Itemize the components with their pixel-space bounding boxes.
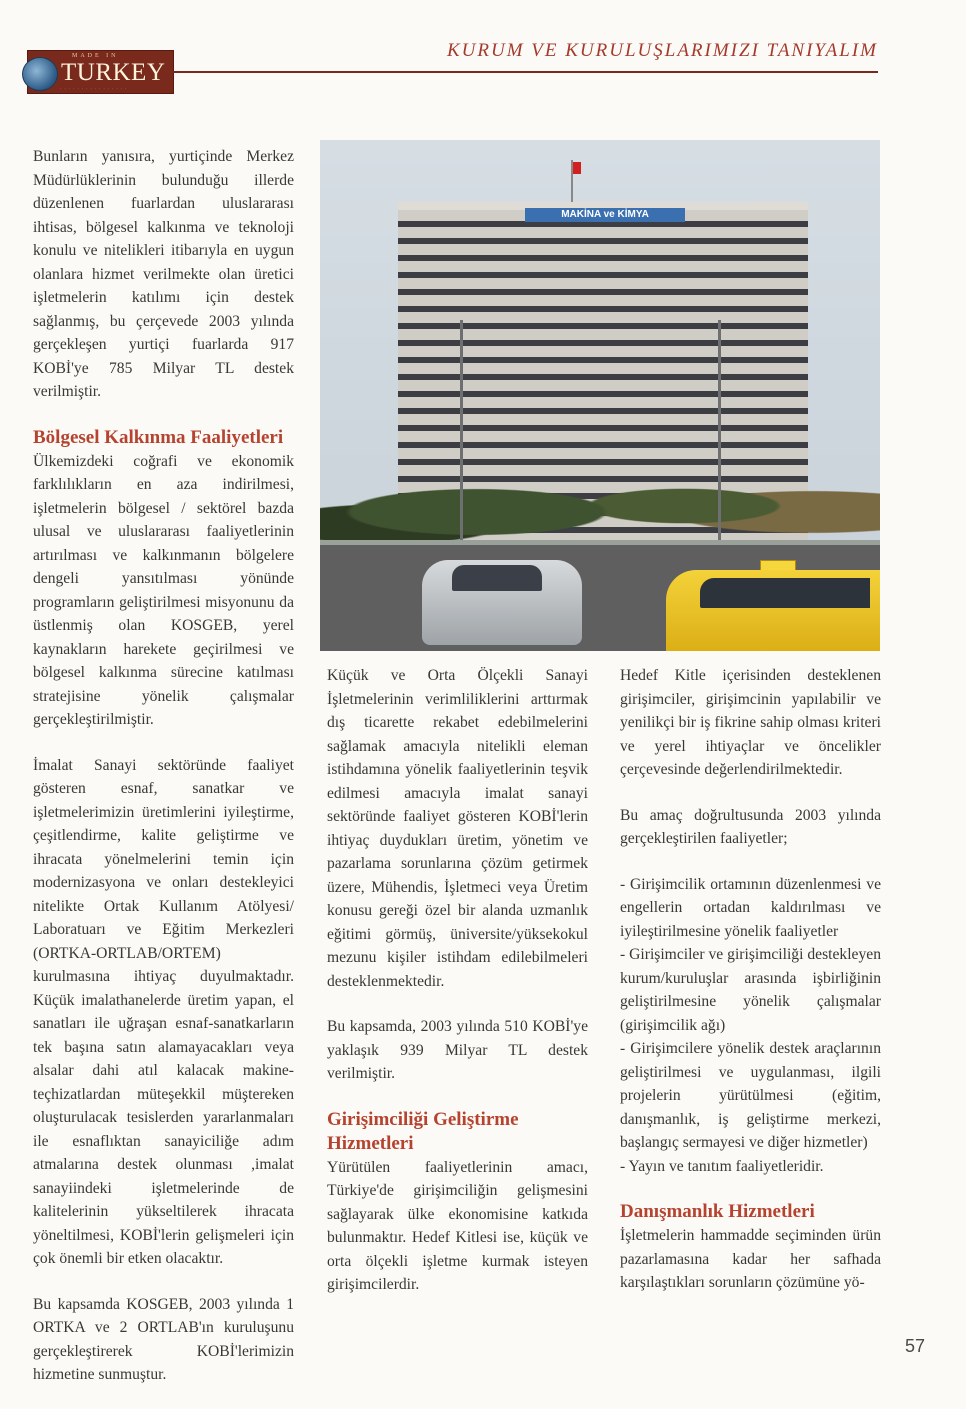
paragraph-danismanlik: İşletmelerin hammadde seçiminden ürün pazarlamasına kadar her safhada karşılaştıkları sorunların çözümüne yö- (620, 1227, 881, 1291)
car-window (452, 565, 542, 591)
list-item: - Girişimcilik ortamının düzenlenmesi ve engellerin ortadan kaldırılması ve iyileştirilmesine yönelik faaliyetler (620, 875, 881, 940)
heading-bolgesel-kalkinma: Bölgesel Kalkınma Faaliyetleri (33, 426, 284, 448)
globe-icon (22, 57, 58, 91)
list-item: - Yayın ve tanıtım faaliyetleridir. (620, 1157, 824, 1175)
text-column-3 (620, 664, 881, 1317)
turkish-flag-icon (573, 162, 581, 174)
page-number: 57 (905, 1336, 926, 1356)
paragraph-bolgesel: Ülkemizdeki coğrafi ve ekonomik farklılıkların en aza indirilmesi, işletmelerin bölgesel / sektörel bazda ulusal ve uluslararası faaliyetlerinin artırılması ve kalkınmanın bölgelere dengeli yansıtılması yönünde programların geliştirilmesi misyonunu da üstlenmiş olan KOSGEB, yerel kaynakların harekete geçirilmesi ve bölgesel kalkınma sürecine katılması stratejisine yönelik çalışmalar gerçekleştirilmiştir. (33, 452, 294, 728)
kosgeb-building-photo (320, 140, 880, 651)
street-lamp (718, 320, 721, 570)
header-rule (172, 71, 878, 73)
heading-danismanlik: Danışmanlık Hizmetleri (620, 1201, 815, 1222)
paragraph-imalat: İmalat Sanayi sektöründe faaliyet gösteren esnaf, sanatkar ve işletmelerimizin üretimlerini iyileştirme, çeşitlendirme, kalite geliştirme ve ihracata yönelmelerini temin için modernizasyona ve onları destekleyici nitelikte Ortak Kullanım Atölyesi/ Laboratuarı ve Eğitim Merkezleri (ORTKA-ORTLAB/ORTEM) kurulmasına ihtiyaç duyulmaktadır. Küçük imalathanelerde üretim yapan, el sanatları ile uğraşan esnaf-sanatkarların tek başına satın alamayacakları veya alsalar dahi atıl kalacak makine-teçhizatlardan müteşekkil müştereken oluşturulacak tesislerden yararlanmaları ile esnaflıktan sanayiciliğe adım atmalarına destek olunması ,imalat sanayiindeki işletmelerinde de kalitelerinin yükseltilerek ihracata yöneltilmesi, KOBİ'lerin gelişmeleri için çok önemli bir etken olacaktır. (33, 756, 294, 1267)
made-in-turkey-logo (27, 50, 174, 94)
text-column-2 (327, 664, 588, 1319)
paragraph-ortka: Bu kapsamda KOSGEB, 2003 yılında 1 ORTKA ve 2 ORTLAB'ın kuruluşunu gerçekleştirerek KOBİ'lerimizin hizmetine sunmuştur. (33, 1295, 294, 1383)
paragraph-fuar-destek: Bunların yanısıra, yurtiçinde Merkez Müdürlüklerinin bulunduğu illerde düzenlenen fuarlardan uluslararası ihtisas, bölgesel kalkınma ve teknoloji konulu ve nitelikleri itibarıyla en uygun olanlara hizmet verilmekte olan üretici işletmelerin katılımı için destek sağlanmış, bu çerçevede 2003 yılında gerçekleşen yurtiçi fuarlarda 917 KOBİ'ye 785 Milyar TL destek verilmiştir. (33, 148, 294, 400)
paragraph-hedef-kitle: Hedef Kitle içerisinden desteklenen girişimciler, girişimcinin yapılabilir ve yenilikçi bir iş fikrine sahip olması kriteri ve yerel ihtiyaçlar ve öncelikler çerçevesinde değerlendirilmektedir. (620, 667, 881, 778)
paragraph-girisimcilik: Yürütülen faaliyetlerinin amacı, Türkiye'de girişimciliğin gelişmesini sağlayarak ülke ekonomisine katkıda bulunmaktır. Hedef Kitlesi ise, küçük ve orta ölçekli işletme kurmak isteyen girişimcilerdir. (327, 1158, 588, 1293)
heading-girisimcilik: Girişimciliği Geliştirme Hizmetleri (327, 1108, 519, 1154)
list-item: - Girişimcilere yönelik destek araçlarının geliştirilmesi ve uygulanması, ilgili projelerin yürütülmesi (eğitim, danışmanlık, iş geliştirme merkezi, başlangıç sermayesi ve diğer hizmetler) (620, 1040, 881, 1151)
text-column-1 (33, 145, 294, 1409)
paragraph-istihdam-destek: Bu kapsamda, 2003 yılında 510 KOBİ'ye yaklaşık 939 Milyar TL destek verilmiştir. (327, 1018, 588, 1082)
activity-list (620, 873, 881, 1179)
building-sign: MAKİNA ve KİMYA (525, 208, 685, 222)
taxi-window (700, 578, 870, 608)
street-lamp (460, 320, 463, 570)
paragraph-istihdam: Küçük ve Orta Ölçekli Sanayi İşletmelerinin verimliliklerini arttırmak dış ticarette rekabet edebilmelerini sağlamak amacıyla nitelikli eleman istihdamına yönelik faaliyetlerinin teşvik edilmesi amacıyla imalat sanayi sektöründe faaliyet gösteren KOBİ'lerin ihtiyaç duydukları üretim, yönetim ve pazarlama sorunlarına çözüm getirmek üzere, Mühendis, İşletmeci veya Üretim konusu gereği özel bir alanda uzmanlık eğitimi görmüş, üniversite/yüksekokul mezunu kişiler istihdam edilebilmeleri desteklenmektedir. (327, 667, 588, 990)
logo-made-in-text: MADE IN (72, 53, 119, 59)
page-section-title: KURUM VE KURULUŞLARIMIZI TANIYALIM (446, 40, 878, 61)
logo-turkey-text: TURKEY (61, 59, 166, 86)
logo-tagline-mark: · · · · · · · · · · · · · · · · (60, 86, 128, 91)
paragraph-faaliyetler-intro: Bu amaç doğrultusunda 2003 yılında gerçekleştirilen faaliyetler; (620, 806, 881, 847)
list-item: - Girişimciler ve girişimciliği destekleyen kurum/kuruluşlar arasında işbirliğinin geliştirilmesine yönelik çalışmalar (girişimcilik ağı) (620, 946, 881, 1034)
